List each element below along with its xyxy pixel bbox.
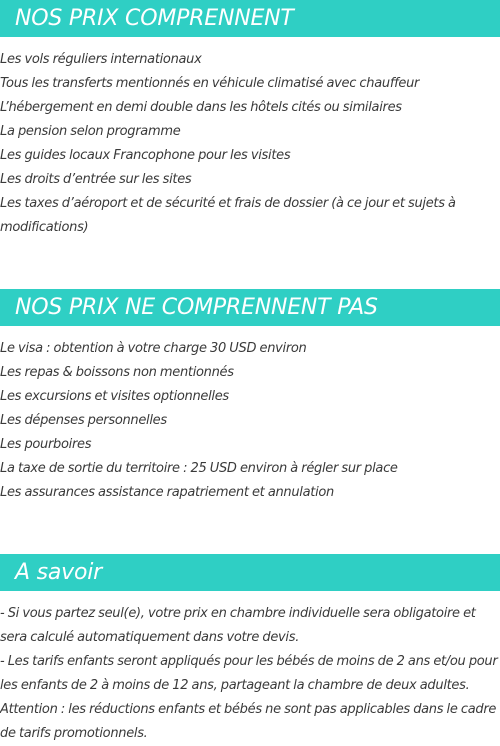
list-item: Les excursions et visites optionnelles [0, 389, 229, 404]
list-item: La taxe de sortie du territoire : 25 USD environ à régler sur place [0, 461, 398, 476]
list-item: Les vols réguliers internationaux [0, 52, 202, 67]
list-item: Les assurances assistance rapatriement et annulation [0, 485, 334, 500]
list-item: Les taxes d’aéroport et de sécurité et frais de dossier (à ce jour et sujets à modifications) [0, 196, 456, 235]
a-savoir-list [0, 602, 500, 746]
section-title-a-savoir: A savoir [0, 554, 500, 591]
included-list [0, 48, 500, 240]
list-item: Le visa : obtention à votre charge 30 USD environ [0, 341, 307, 356]
list-item: Attention : les réductions enfants et bébés ne sont pas applicables dans le cadre de tarifs promotionnels. [0, 702, 497, 741]
list-item: La pension selon programme [0, 124, 181, 139]
section-title-included: NOS PRIX COMPRENNENT [0, 0, 500, 37]
section-title-not-included: NOS PRIX NE COMPRENNENT PAS [0, 289, 500, 326]
list-item: Les droits d’entrée sur les sites [0, 172, 192, 187]
not-included-list [0, 337, 500, 505]
list-item: L’hébergement en demi double dans les hôtels cités ou similaires [0, 100, 402, 115]
list-item: Les guides locaux Francophone pour les visites [0, 148, 291, 163]
list-item: Les repas & boissons non mentionnés [0, 365, 234, 380]
list-item: - Les tarifs enfants seront appliqués pour les bébés de moins de 2 ans et/ou pour les enfants de 2 à moins de 12 ans, partageant la chambre de deux adultes. [0, 654, 498, 693]
list-item: - Si vous partez seul(e), votre prix en chambre individuelle sera obligatoire et sera calculé automatiquement dans votre devis. [0, 606, 476, 645]
list-item: Les dépenses personnelles [0, 413, 167, 428]
list-item: Les pourboires [0, 437, 92, 452]
list-item: Tous les transferts mentionnés en véhicule climatisé avec chauffeur [0, 76, 420, 91]
